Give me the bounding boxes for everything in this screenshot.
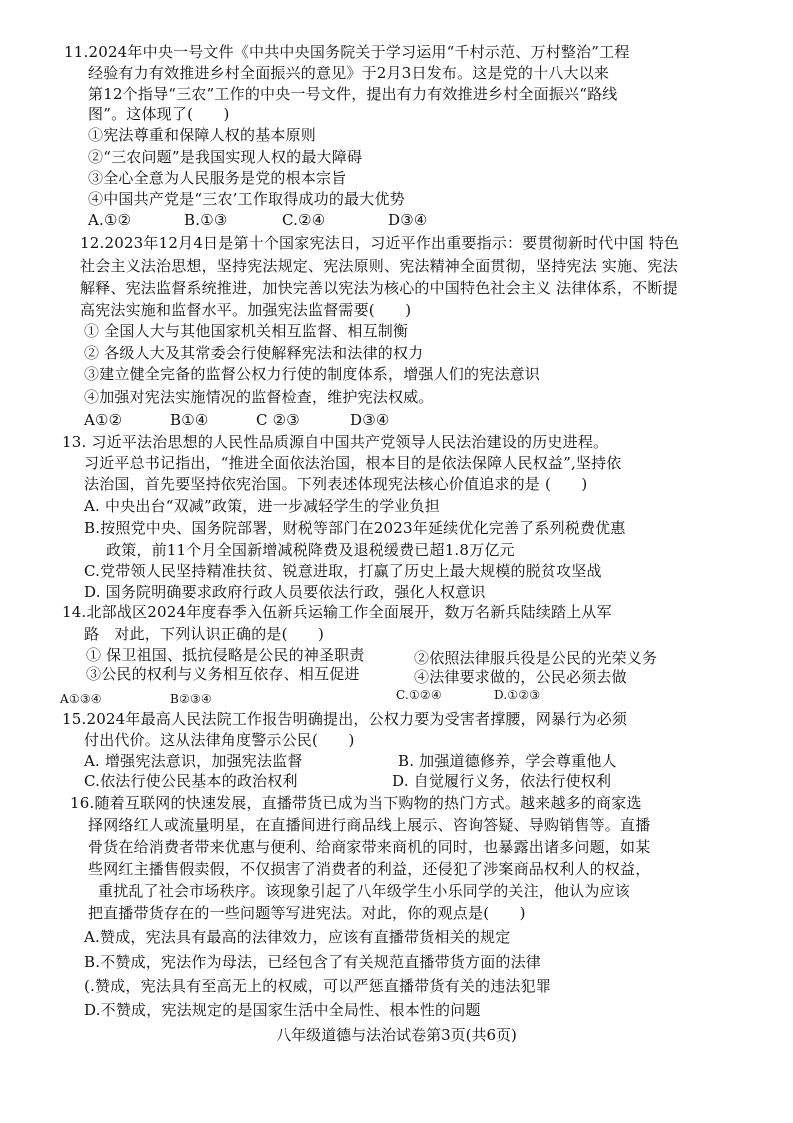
q11-stem-line-4: 图”。这体现了( )	[88, 105, 230, 123]
q16-stem-line-3: 骨货在给消费者带来优惠与便利、给商家带来商机的同时，也暴露出诸多问题，如某	[88, 838, 651, 856]
q11-option-b[interactable]: B.①③	[184, 211, 228, 229]
q16-stem-line-6: 把直播带货存在的一些问题等写进宪法。对此，你的观点是( )	[88, 904, 526, 922]
q16-option-d[interactable]: D.不赞成，宪法规定的是国家生活中全局性、根本性的问题	[84, 1001, 481, 1019]
q11-stem-line-2: 经验有力有效推进乡村全面振兴的意见》于2月3日发布。这是党的十八大以来	[88, 64, 610, 82]
q14-option-a[interactable]: A①③④	[60, 692, 102, 706]
q12-stem-line-4: 高宪法实施和监督水平。加强宪法监督需要( )	[80, 301, 412, 319]
q16-option-a[interactable]: A.赞成，宪法具有最高的法律效力，应该有直播带货相关的规定	[84, 928, 511, 946]
q16-option-b[interactable]: B.不赞成，宪法作为母法，已经包含了有关规范直播带货方面的法律	[84, 953, 541, 971]
q11-item-4: ④中国共产党是“三农’工作取得成功的最大优势	[88, 190, 405, 208]
q12-item-1: ① 全国人大与其他国家机关相互监督、相互制衡	[84, 322, 409, 340]
q11-item-2: ②“三农问题”是我国实现人权的最大障碍	[88, 148, 363, 166]
q14-option-b[interactable]: B②③④	[170, 692, 212, 706]
q13-stem-line-2: 习近平总书记指出，“推进全面依法治国，根本目的是依法保障人民权益”,坚持依	[84, 454, 622, 472]
q16-stem-line-1: 16.随着互联网的快速发展，直播带货已成为当下购物的热门方式。越来越多的商家选	[70, 794, 642, 812]
q16-stem-line-5: 重扰乱了社会市场秩序。该现象引起了八年级学生小乐同学的关注，他认为应该	[98, 882, 631, 900]
q11-stem-line-3: 第12个指导“三农”工作的中央一号文件，提出有力有效推进乡村全面振兴“路线	[88, 85, 618, 103]
q11-options	[88, 210, 428, 230]
q11-item-3: ③全心全意为人民服务是党的根本宗旨	[88, 169, 347, 187]
q12-stem-line-3: 解释、宪法监督系统推进，加快完善以宪法为核心的中国特色社会主义 法律体系，不断提	[80, 279, 678, 297]
q13-stem-line-3: 法治国，首先要坚持依宪治国。下列表述体现宪法核心价值追求的是 ( )	[84, 475, 588, 493]
q14-option-c[interactable]: C.①②④	[396, 688, 442, 702]
page-footer: 八年级道德与法治试卷第3页(共6页)	[276, 1026, 517, 1044]
q15-option-b[interactable]: B. 加强道德修养，学会尊重他人	[398, 752, 617, 770]
q11-item-1: ①宪法尊重和保障人权的基本原则	[88, 126, 317, 144]
q12-item-4: ④加强对宪法实施情况的监督检查，维护宪法权威。	[84, 388, 434, 406]
q12-option-c[interactable]: C ②③	[256, 411, 300, 429]
q13-option-c[interactable]: C.党带领人民坚持精准扶贫、锐意进取，打赢了历史上最大规模的脱贫攻坚战	[84, 562, 602, 580]
q12-item-2: ② 各级人大及其常委会行使解释宪法和法律的权力	[84, 344, 424, 362]
q11-option-a[interactable]: A.①②	[88, 211, 132, 229]
q15-option-d[interactable]: D. 自觉履行义务，依法行使权利	[392, 772, 612, 790]
q12-item-3: ③建立健全完备的监督公权力行使的制度体系，增强人们的宪法意识	[84, 365, 541, 383]
q16-stem-line-2: 择网络红人或流量明星，在直播间进行商品线上展示、咨询答疑、导购销售等。直播	[88, 816, 651, 834]
q13-option-a[interactable]: A. 中央出台“双减”政策，进一步减轻学生的学业负担	[84, 497, 440, 515]
q13-option-b[interactable]: B.按照党中央、国务院部署，财税等部门在2023年延续优化完善了系列税费优惠	[84, 519, 626, 537]
q14-stem-line-2: 路 对此，下列认识正确的是( )	[84, 625, 325, 643]
q13-stem-line-1: 13. 习近平法治思想的人民性品质源自中国共产党领导人民法治建设的历史进程。	[62, 433, 609, 451]
q14-stem-line-1: 14.北部战区2024年度春季入伍新兵运输工作全面展开，数万名新兵陆续踏上从军	[62, 603, 612, 621]
q14-item-3: ③公民的权利与义务相互依存、相互促进	[86, 665, 360, 683]
q15-option-a[interactable]: A. 增强宪法意识，加强宪法监督	[84, 752, 303, 770]
q11-option-d[interactable]: D③④	[388, 211, 428, 229]
q16-stem-line-4: 些网红主播售假卖假，不仅损害了消费者的利益，还侵犯了涉案商品权利人的权益，	[88, 860, 651, 878]
q12-options	[84, 410, 390, 430]
q16-option-c[interactable]: (.赞成，宪法具有至高无上的权威，可以严惩直播带货有关的违法犯罪	[84, 977, 552, 995]
q11-stem-line-1: 11.2024年中央一号文件《中共中央国务院关于学习运用“千村示范、万村整治”工程	[64, 43, 630, 61]
q15-stem-line-2: 付出代价。这从法律角度警示公民( )	[84, 731, 355, 749]
q12-option-a[interactable]: A①②	[84, 411, 123, 429]
q15-option-c[interactable]: C.依法行使公民基本的政治权利	[84, 772, 298, 790]
q14-item-2: ②依照法律服兵役是公民的光荣义务	[414, 649, 658, 667]
q14-option-d[interactable]: D.①②③	[494, 688, 541, 702]
q13-option-d[interactable]: D. 国务院明确要求政府行政人员要依法行政，强化人权意识	[84, 583, 486, 601]
q12-option-d[interactable]: D③④	[350, 411, 390, 429]
q12-stem-line-1: 12.2023年12月4日是第十个国家宪法日，习近平作出重要指示：要贯彻新时代中国 特色	[80, 234, 680, 252]
q12-option-b[interactable]: B①④	[170, 411, 209, 429]
q12-stem-line-2: 社会主义法治思想，坚持宪法规定、宪法原则、宪法精神全面贯彻，坚持宪法 实施、宪法	[80, 257, 678, 275]
q13-option-b-cont: 政策，前11个月全国新增减税降费及退税缓费已超1.8万亿元	[106, 541, 515, 559]
q14-item-4: ④法律要求做的，公民必须去做	[414, 668, 627, 686]
q15-stem-line-1: 15.2024年最高人民法院工作报告明确提出，公权力要为受害者撑腰，网暴行为必须	[62, 710, 628, 728]
q14-item-1: ① 保卫祖国、抵抗侵略是公民的神圣职责	[86, 646, 365, 664]
q11-option-c[interactable]: C.②④	[282, 211, 326, 229]
